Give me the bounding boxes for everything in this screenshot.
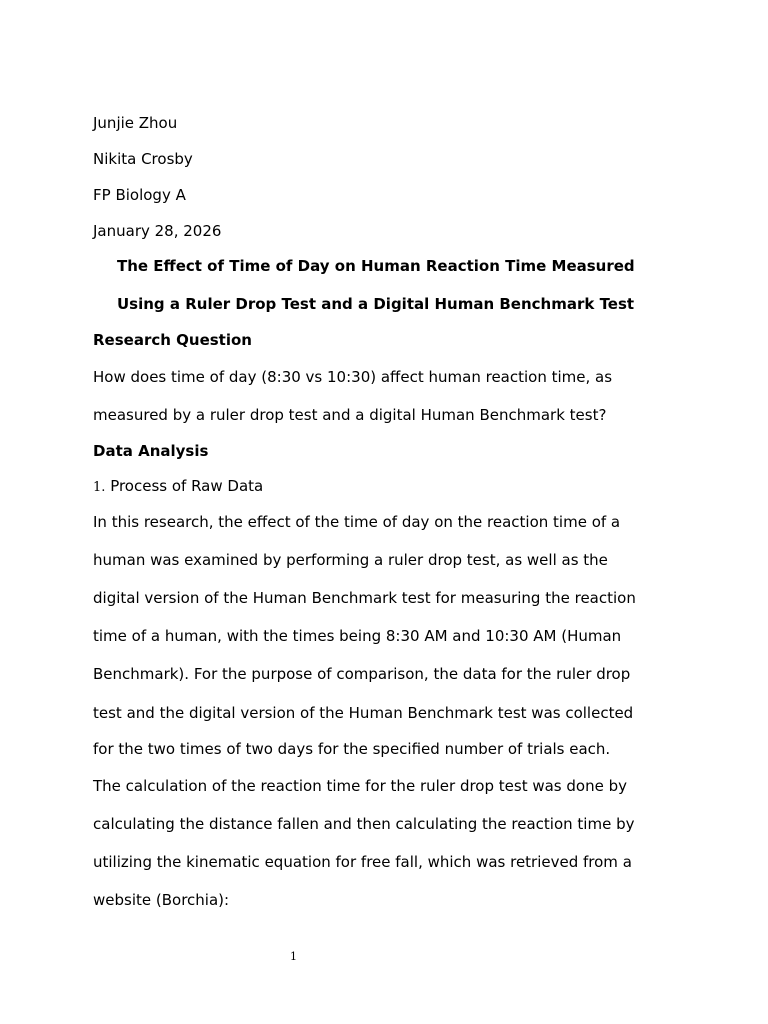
subsection-title: Process of Raw Data (110, 477, 264, 495)
body-text-line: website (Borchia): (93, 891, 230, 909)
body-text-line: calculating the distance fallen and then calculating the reaction time by (93, 815, 635, 833)
data-analysis-heading: Data Analysis (93, 442, 209, 460)
body-text-line: In this research, the effect of the time of day on the reaction time of a (93, 513, 621, 531)
instructor-name: Nikita Crosby (93, 150, 193, 168)
body-text-line: The calculation of the reaction time for the ruler drop test was done by (93, 777, 627, 795)
body-text-line: utilizing the kinematic equation for free fall, which was retrieved from a (93, 853, 632, 871)
body-text-line: for the two times of two days for the specified number of trials each. (93, 740, 611, 758)
author-name: Junjie Zhou (93, 114, 178, 132)
body-text-line: digital version of the Human Benchmark test for measuring the reaction (93, 589, 636, 607)
page-number: 1 (290, 950, 297, 963)
title-line-2: Using a Ruler Drop Test and a Digital Human Benchmark Test (117, 295, 635, 313)
title-line-1: The Effect of Time of Day on Human Reaction Time Measured (117, 257, 635, 275)
research-question-line: How does time of day (8:30 vs 10:30) affect human reaction time, as (93, 368, 613, 386)
body-text-line: human was examined by performing a ruler drop test, as well as the (93, 551, 608, 569)
research-question-heading: Research Question (93, 331, 252, 349)
document-date: January 28, 2026 (93, 222, 222, 240)
body-text-line: Benchmark). For the purpose of comparison, the data for the ruler drop (93, 665, 631, 683)
subsection-number: 1. (93, 480, 106, 495)
subsection-heading (93, 476, 263, 498)
body-text-line: time of a human, with the times being 8:30 AM and 10:30 AM (Human (93, 627, 622, 645)
course-name: FP Biology A (93, 186, 186, 204)
research-question-line: measured by a ruler drop test and a digital Human Benchmark test? (93, 406, 607, 424)
body-text-line: test and the digital version of the Human Benchmark test was collected (93, 704, 634, 722)
